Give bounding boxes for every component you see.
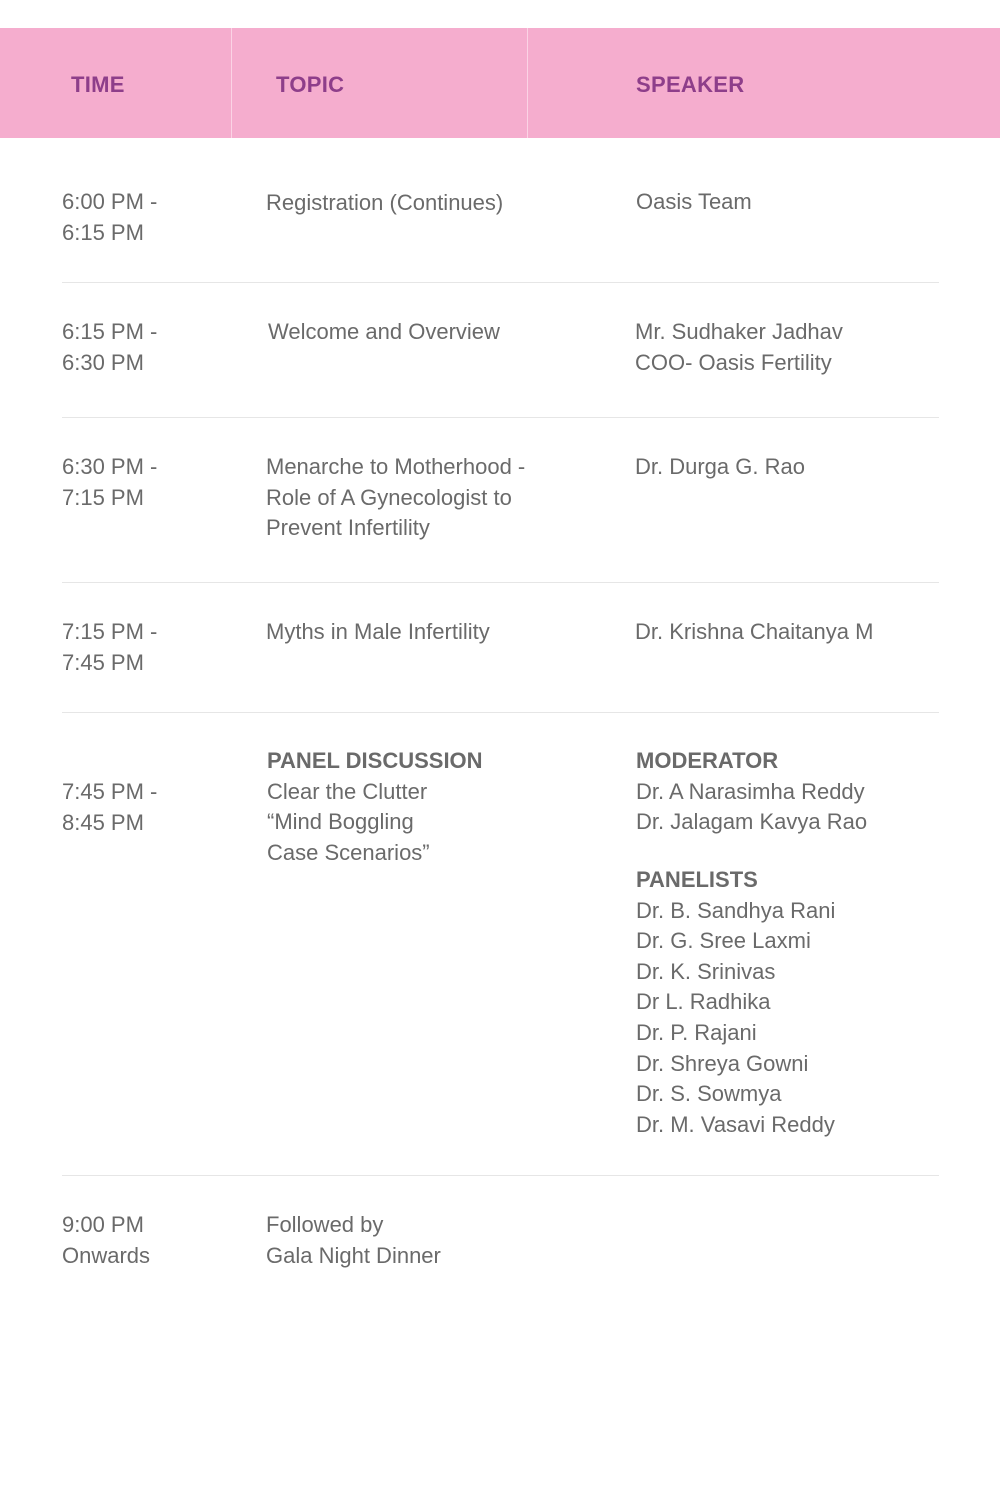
row-3-topic — [266, 452, 525, 544]
row-2-time — [62, 317, 157, 378]
row-5-topic — [267, 746, 483, 868]
speaker-line: Mr. Sudhaker Jadhav — [635, 319, 843, 344]
header-divider — [231, 28, 232, 138]
row-6-time — [62, 1210, 150, 1271]
topic-line: Prevent Infertility — [266, 515, 430, 541]
speaker-line: COO- Oasis Fertility — [635, 349, 832, 375]
speaker-line: Dr. Durga G. Rao — [635, 454, 805, 479]
row-5-time — [62, 777, 157, 838]
topic-line: Myths in Male Infertility — [266, 619, 490, 644]
topic-line: Clear the Clutter — [267, 778, 428, 804]
time-line: 7:45 PM - — [62, 779, 158, 804]
time-line: 7:45 PM — [62, 649, 144, 675]
speaker-line: Dr. Krishna Chaitanya M — [635, 619, 874, 644]
row-4-topic — [266, 617, 490, 648]
panelist-name: Dr. S. Sowmya — [636, 1081, 782, 1107]
row-divider — [62, 582, 939, 583]
panelist-name: Dr. P. Rajani — [636, 1019, 757, 1045]
row-1-topic — [266, 188, 503, 219]
row-3-speaker — [635, 452, 805, 483]
row-2-speaker — [635, 317, 843, 378]
time-line: 7:15 PM — [62, 484, 144, 510]
row-3-time — [62, 452, 157, 513]
topic-line: Case Scenarios” — [267, 839, 430, 865]
speaker-line: Oasis Team — [636, 189, 752, 214]
row-2-topic — [268, 317, 500, 348]
panelists-block — [636, 865, 835, 1140]
panelist-name: Dr. G. Sree Laxmi — [636, 928, 811, 954]
row-4-speaker — [635, 617, 873, 648]
topic-line: Followed by — [266, 1212, 384, 1237]
panelist-name: Dr. M. Vasavi Reddy — [636, 1111, 835, 1137]
panelist-name: Dr L. Radhika — [636, 989, 771, 1015]
header-divider — [527, 28, 528, 138]
time-line: 6:30 PM — [62, 349, 144, 375]
row-divider — [62, 1175, 939, 1176]
time-line: 6:30 PM - — [62, 454, 158, 479]
time-line: 6:15 PM — [62, 219, 144, 245]
row-1-speaker — [636, 187, 752, 218]
topic-line: Welcome and Overview — [268, 319, 500, 344]
row-6-topic — [266, 1210, 441, 1271]
panelist-name: Dr. B. Sandhya Rani — [636, 897, 836, 923]
moderator-block — [636, 746, 867, 838]
time-line: 6:00 PM - — [62, 189, 158, 214]
moderator-name: Dr. Jalagam Kavya Rao — [636, 809, 868, 835]
row-4-time — [62, 617, 157, 678]
moderator-name: Dr. A Narasimha Reddy — [636, 778, 865, 804]
header-topic: TOPIC — [276, 72, 345, 97]
table-header — [0, 28, 1000, 138]
time-line: 7:15 PM - — [62, 619, 158, 644]
time-line: 6:15 PM - — [62, 319, 158, 344]
topic-line: Registration (Continues) — [266, 190, 504, 215]
panelist-name: Dr. Shreya Gowni — [636, 1050, 809, 1076]
row-divider — [62, 282, 939, 283]
row-divider — [62, 712, 939, 713]
time-line: Onwards — [62, 1242, 151, 1268]
panel-discussion-heading: PANEL DISCUSSION — [267, 748, 483, 773]
moderator-heading: MODERATOR — [636, 748, 779, 773]
row-divider — [62, 417, 939, 418]
topic-line: Gala Night Dinner — [266, 1242, 441, 1268]
panelist-name: Dr. K. Srinivas — [636, 958, 776, 984]
header-speaker: SPEAKER — [636, 72, 745, 97]
header-time: TIME — [71, 72, 125, 97]
topic-line: Menarche to Motherhood - — [266, 454, 526, 479]
panelists-heading: PANELISTS — [636, 867, 758, 892]
time-line: 9:00 PM — [62, 1212, 144, 1237]
topic-line: “Mind Boggling — [267, 809, 414, 835]
row-1-time — [62, 187, 157, 248]
topic-line: Role of A Gynecologist to — [266, 484, 512, 510]
time-line: 8:45 PM — [62, 809, 144, 835]
